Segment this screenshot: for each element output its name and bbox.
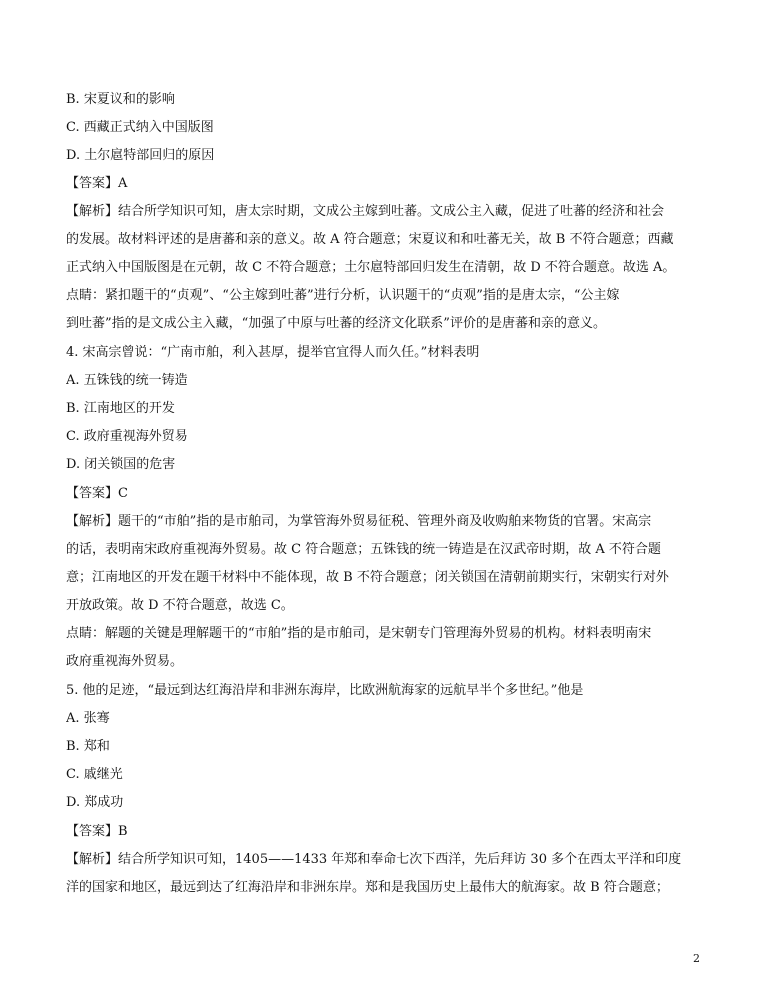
question-5: 5. 他的足迹，“最远到达红海沿岸和非洲东海岸，比欧洲航海家的远航早半个多世纪。”他是 — [66, 683, 584, 698]
option-c-q5: C. 戚继光 — [66, 767, 123, 782]
analysis-q3-line3: 正式纳入中国版图是在元朝，故 C 不符合题意；土尔扈特部回归发生在清朝，故 D 不符合题意。故选 A。 — [66, 260, 676, 275]
comment-q4-line1: 点睛：解题的关键是理解题干的“市舶”指的是市舶司，是宋朝专门管理海外贸易的机构。材料表明南宋 — [66, 626, 652, 641]
analysis-q5-line2: 洋的国家和地区，最远到达了红海沿岸和非洲东岸。郑和是我国历史上最伟大的航海家。故 B 符合题意； — [66, 880, 669, 895]
analysis-q5-line1: 【解析】结合所学知识可知，1405——1433 年郑和奉命七次下西洋，先后拜访 30 多个在西太平洋和印度 — [66, 852, 682, 867]
analysis-q4-line2: 的话，表明南宋政府重视海外贸易。故 C 符合题意；五铢钱的统一铸造是在汉武帝时期，故 A 不符合题 — [66, 542, 661, 557]
analysis-q4-line1: 【解析】题干的“市舶”指的是市舶司，为掌管海外贸易征税、管理外商及收购舶来物货的官署。宋高宗 — [66, 514, 652, 529]
comment-q3-line2: 到吐蕃”指的是文成公主入藏，“加强了中原与吐蕃的经济文化联系”评价的是唐蕃和亲的意义。 — [66, 316, 606, 331]
analysis-q4-line4: 开放政策。故 D 不符合题意，故选 C。 — [66, 598, 294, 613]
option-b-q5: B. 郑和 — [66, 739, 110, 754]
answer-q5: 【答案】B — [66, 824, 128, 839]
option-c-q4: C. 政府重视海外贸易 — [66, 429, 188, 444]
comment-q4-line2: 政府重视海外贸易。 — [66, 654, 184, 669]
option-a-q4: A. 五铢钱的统一铸造 — [66, 373, 188, 388]
comment-q3-line1: 点睛：紧扣题干的“贞观”、“公主嫁到吐蕃”进行分析，认识题干的“贞观”指的是唐太宗，“公主嫁 — [66, 288, 620, 303]
answer-q3: 【答案】A — [66, 176, 128, 191]
option-d-q5: D. 郑成功 — [66, 795, 124, 810]
option-d-q3: D. 土尔扈特部回归的原因 — [66, 148, 215, 163]
analysis-q3-line2: 的发展。故材料评述的是唐蕃和亲的意义。故 A 符合题意；宋夏议和和吐蕃无关，故 B 不符合题意；西藏 — [66, 232, 674, 247]
option-b-q4: B. 江南地区的开发 — [66, 401, 175, 416]
option-a-q5: A. 张骞 — [66, 711, 110, 726]
analysis-q4-line3: 意；江南地区的开发在题干材料中不能体现，故 B 不符合题意；闭关锁国在清朝前期实行，宋朝实行对外 — [66, 570, 669, 585]
question-4: 4. 宋高宗曾说：“广南市舶，利入甚厚，提举官宜得人而久任。”材料表明 — [66, 345, 480, 360]
option-c-q3: C. 西藏正式纳入中国版图 — [66, 120, 214, 135]
analysis-q3-line1: 【解析】结合所学知识可知，唐太宗时期，文成公主嫁到吐蕃。文成公主入藏，促进了吐蕃的经济和社会 — [66, 204, 665, 219]
option-b-q3: B. 宋夏议和的影响 — [66, 92, 175, 107]
option-d-q4: D. 闭关锁国的危害 — [66, 457, 176, 472]
answer-q4: 【答案】C — [66, 486, 128, 501]
page-number: 2 — [693, 952, 700, 965]
